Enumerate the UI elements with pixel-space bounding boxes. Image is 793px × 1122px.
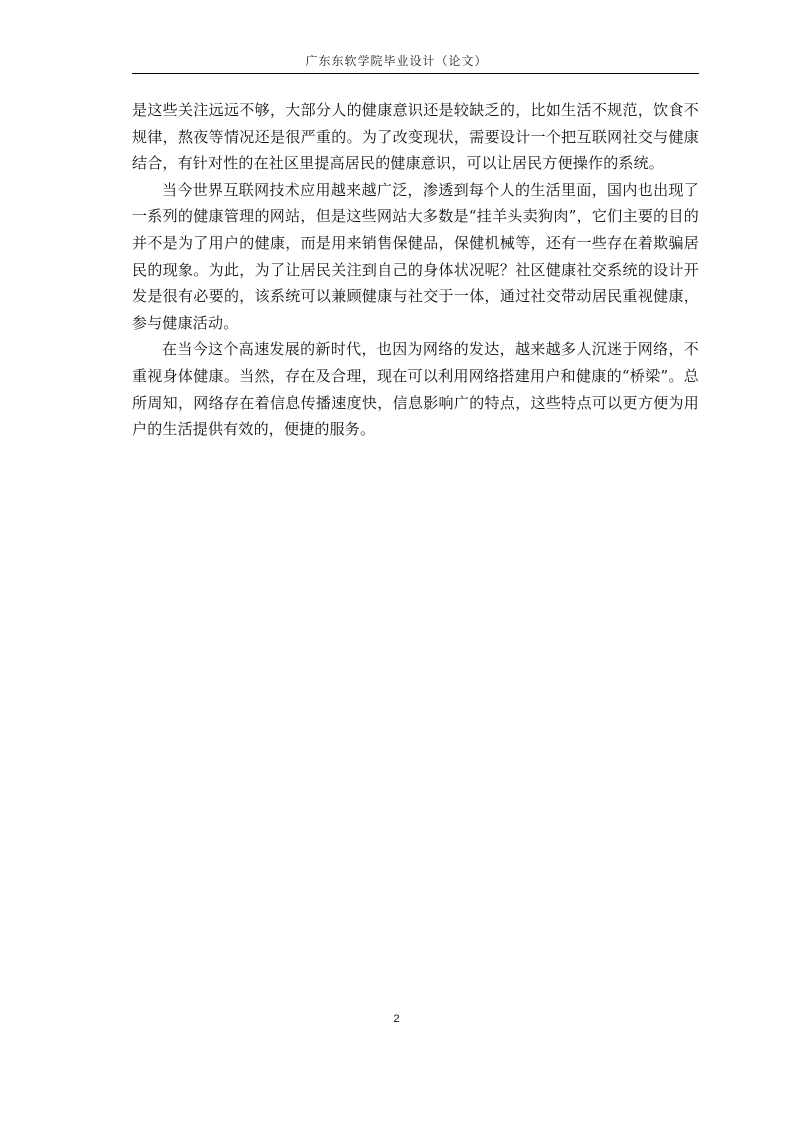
page-header: 广东东软学院毕业设计（论文） — [305, 54, 488, 68]
header-rule — [132, 73, 699, 74]
paragraph-2: 当今世界互联网技术应用越来越广泛，渗透到每个人的生活里面，国内也出现了一系列的健康管理的网站，但是这些网站大多数是“挂羊头卖狗肉”，它们主要的目的并不是为了用户的健康，而是用来销售保健品，保健机械等，还有一些存在着欺骗居民的现象。为此，为了让居民关注到自己的身体状况呢？社区健康社交系统的设计开发是很有必要的，该系统可以兼顾健康与社交于一体，通过社交带动居民重视健康，参与健康活动。 — [132, 180, 699, 332]
page-number: 2 — [393, 1013, 400, 1025]
paragraph-3: 在当今这个高速发展的新时代，也因为网络的发达，越来越多人沉迷于网络，不重视身体健康。当然，存在及合理，现在可以利用网络搭建用户和健康的“桥梁”。总所周知，网络存在着信息传播速度快，信息影响广的特点，这些特点可以更方便为用户的生活提供有效的，便捷的服务。 — [132, 340, 699, 439]
body-text — [132, 97, 699, 443]
paragraph-1: 是这些关注远远不够，大部分人的健康意识还是较缺乏的，比如生活不规范，饮食不规律，熬夜等情况还是很严重的。为了改变现状，需要设计一个把互联网社交与健康结合，有针对性的在社区里提高居民的健康意识，可以让居民方便操作的系统。 — [132, 101, 699, 173]
